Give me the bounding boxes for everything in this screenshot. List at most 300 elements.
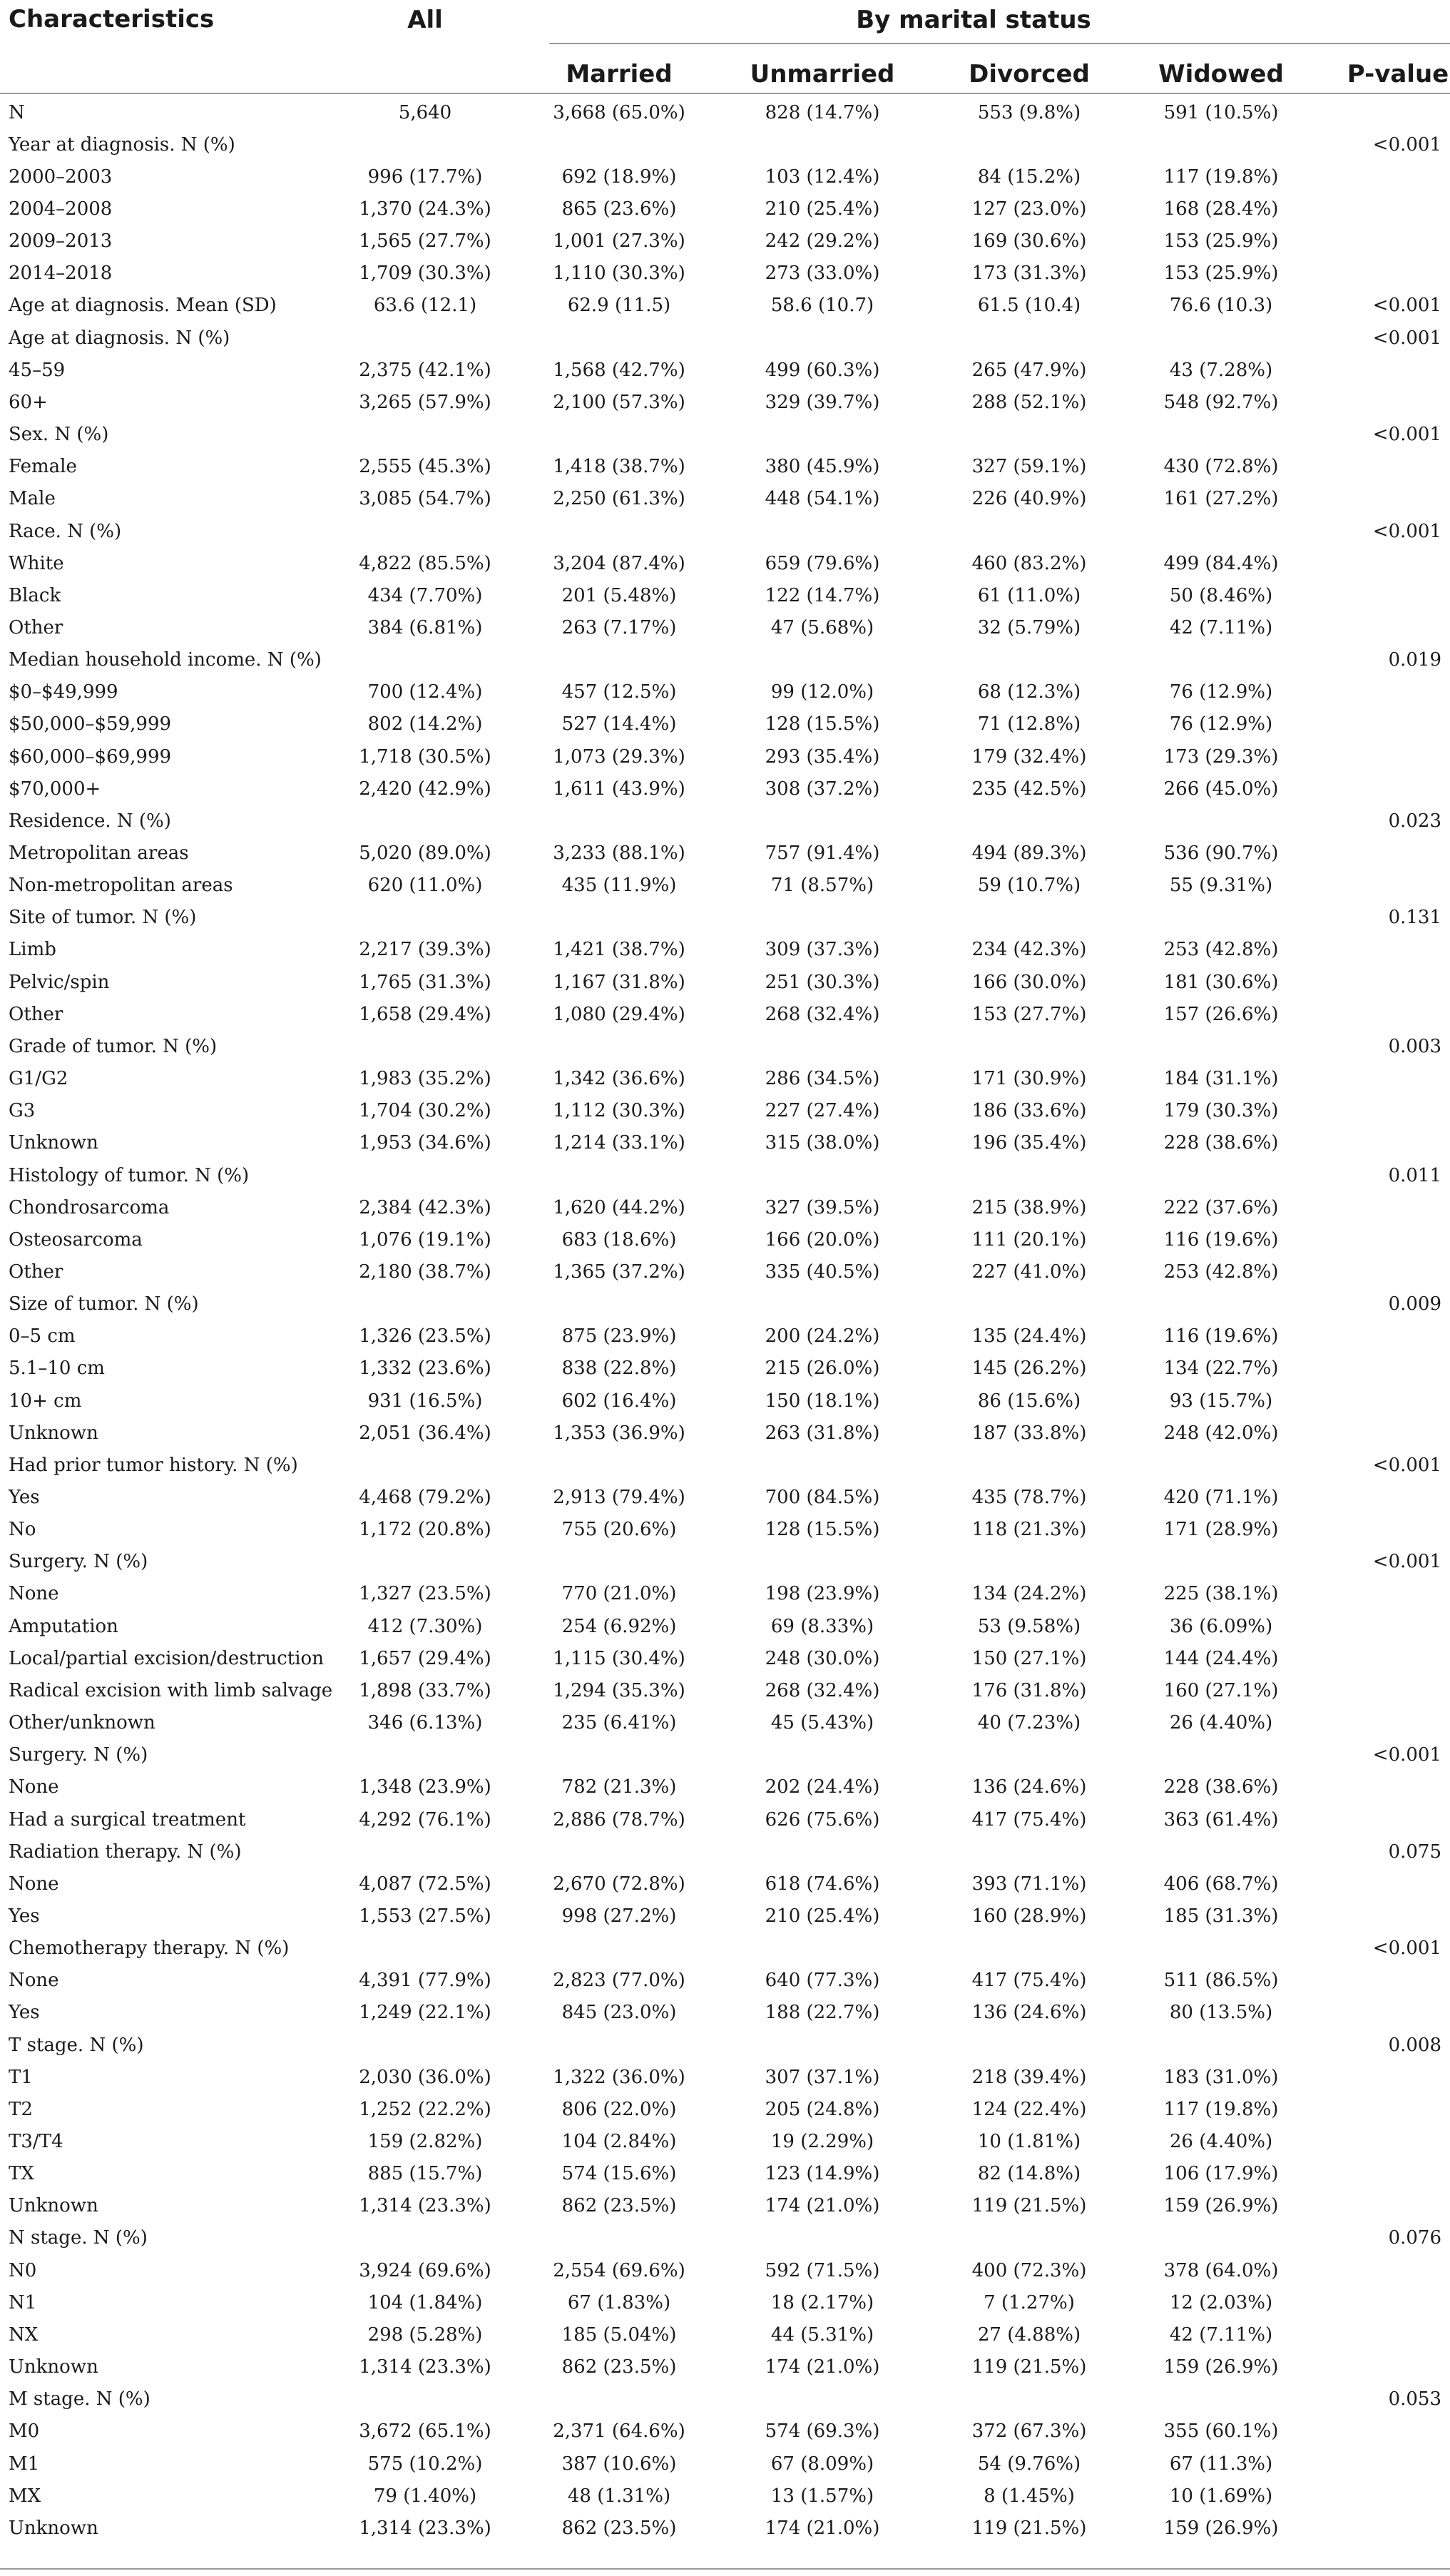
row-label: Female xyxy=(9,456,77,478)
divorced-value: 171 (30.9%) xyxy=(971,1068,1087,1090)
married-value: 2,100 (57.3%) xyxy=(553,391,685,413)
all-value: 1,898 (33.7%) xyxy=(359,1679,491,1701)
row-label: Unknown xyxy=(9,1132,98,1154)
married-value: 1,115 (30.4%) xyxy=(553,1647,685,1669)
divorced-value: 136 (24.6%) xyxy=(971,1776,1087,1798)
all-value: 1,565 (27.7%) xyxy=(359,230,491,253)
row-label: 45–59 xyxy=(9,359,66,381)
table-row xyxy=(0,1997,1450,2029)
table-row xyxy=(0,2318,1450,2351)
divorced-value: 82 (14.8%) xyxy=(977,2163,1081,2185)
married-value: 865 (23.6%) xyxy=(561,198,677,220)
unmarried-value: 329 (39.7%) xyxy=(765,391,880,413)
married-value: 1,214 (33.1%) xyxy=(553,1132,685,1154)
table-row xyxy=(0,1449,1450,1481)
p-value: 0.131 xyxy=(1388,907,1441,929)
row-label: Metropolitan areas xyxy=(9,842,189,864)
table-row xyxy=(0,1771,1450,1803)
widowed-value: 116 (19.6%) xyxy=(1163,1325,1279,1348)
married-value: 692 (18.9%) xyxy=(561,166,677,188)
unmarried-value: 308 (37.2%) xyxy=(765,778,880,800)
married-value: 185 (5.04%) xyxy=(561,2323,677,2346)
married-value: 48 (1.31%) xyxy=(567,2485,671,2507)
divorced-value: 460 (83.2%) xyxy=(971,552,1087,574)
all-value: 1,332 (23.6%) xyxy=(359,1358,491,1380)
table-row xyxy=(0,1417,1450,1449)
married-value: 1,342 (36.6%) xyxy=(553,1068,685,1090)
all-value: 1,370 (24.3%) xyxy=(359,198,491,220)
all-value: 1,983 (35.2%) xyxy=(359,1068,491,1090)
divorced-value: 53 (9.58%) xyxy=(977,1615,1081,1637)
row-label: G1/G2 xyxy=(9,1068,68,1090)
row-label: None xyxy=(9,1583,59,1605)
row-label: No xyxy=(9,1519,36,1541)
row-label: M1 xyxy=(9,2453,40,2475)
widowed-value: 26 (4.40%) xyxy=(1169,1712,1273,1734)
unmarried-value: 122 (14.7%) xyxy=(765,584,880,606)
table-row xyxy=(0,1965,1450,1997)
married-value: 862 (23.5%) xyxy=(561,2356,677,2378)
married-value: 1,620 (44.2%) xyxy=(553,1196,685,1218)
divorced-value: 400 (72.3%) xyxy=(971,2259,1087,2281)
divorced-value: 127 (23.0%) xyxy=(971,198,1087,220)
widowed-value: 43 (7.28%) xyxy=(1169,359,1273,381)
unmarried-value: 286 (34.5%) xyxy=(765,1068,880,1090)
unmarried-value: 210 (25.4%) xyxy=(765,198,880,220)
married-value: 770 (21.0%) xyxy=(561,1583,677,1605)
widowed-value: 153 (25.9%) xyxy=(1163,263,1279,285)
all-value: 3,672 (65.1%) xyxy=(359,2420,491,2443)
table-row xyxy=(0,998,1450,1030)
unmarried-value: 202 (24.4%) xyxy=(765,1776,880,1798)
p-value: <0.001 xyxy=(1372,424,1441,446)
row-label: Other xyxy=(9,1261,63,1283)
divorced-value: 40 (7.23%) xyxy=(977,1712,1081,1734)
married-value: 2,371 (64.6%) xyxy=(553,2420,685,2443)
married-value: 104 (2.84%) xyxy=(561,2131,677,2152)
row-label: TX xyxy=(9,2163,34,2185)
row-label: Osteosarcoma xyxy=(9,1228,143,1251)
all-value: 4,391 (77.9%) xyxy=(359,1970,491,1992)
all-value: 298 (5.28%) xyxy=(367,2323,483,2346)
widowed-value: 106 (17.9%) xyxy=(1163,2163,1279,2185)
married-value: 527 (14.4%) xyxy=(561,713,677,735)
table-row xyxy=(0,193,1450,225)
row-label: Chemotherapy therapy. N (%) xyxy=(9,1938,290,1960)
row-label: Other xyxy=(9,1003,63,1025)
divorced-value: 494 (89.3%) xyxy=(971,842,1087,864)
divorced-value: 150 (27.1%) xyxy=(971,1647,1087,1669)
widowed-value: 134 (22.7%) xyxy=(1163,1358,1279,1380)
table-row xyxy=(0,2512,1450,2544)
table-row xyxy=(0,386,1450,418)
divorced-value: 118 (21.3%) xyxy=(971,1519,1087,1541)
header-by-marital-status: By marital status xyxy=(856,6,1091,34)
unmarried-value: 273 (33.0%) xyxy=(765,263,880,285)
widowed-value: 248 (42.0%) xyxy=(1163,1422,1279,1444)
unmarried-value: 659 (79.6%) xyxy=(765,552,880,574)
divorced-value: 54 (9.76%) xyxy=(977,2453,1081,2475)
divorced-value: 226 (40.9%) xyxy=(971,488,1087,510)
unmarried-value: 293 (35.4%) xyxy=(765,745,880,768)
widowed-value: 67 (11.3%) xyxy=(1169,2453,1273,2475)
widowed-value: 42 (7.11%) xyxy=(1169,2323,1273,2346)
unmarried-value: 45 (5.43%) xyxy=(770,1712,874,1734)
all-value: 5,020 (89.0%) xyxy=(359,842,491,864)
married-value: 683 (18.6%) xyxy=(561,1228,677,1251)
widowed-value: 222 (37.6%) xyxy=(1163,1196,1279,1218)
all-value: 1,765 (31.3%) xyxy=(359,971,491,993)
married-value: 263 (7.17%) xyxy=(561,616,677,638)
all-value: 1,953 (34.6%) xyxy=(359,1132,491,1154)
divorced-value: 265 (47.9%) xyxy=(971,359,1087,381)
table-row xyxy=(0,451,1450,483)
all-value: 700 (12.4%) xyxy=(367,681,483,703)
table-row xyxy=(0,1514,1450,1546)
divorced-value: 61.5 (10.4) xyxy=(977,295,1081,317)
table-row xyxy=(0,483,1450,515)
row-label: White xyxy=(9,552,64,574)
table-row xyxy=(0,611,1450,643)
all-value: 104 (1.84%) xyxy=(367,2291,483,2313)
divorced-value: 119 (21.5%) xyxy=(971,2356,1087,2378)
table-row xyxy=(0,1385,1450,1417)
unmarried-value: 309 (37.3%) xyxy=(765,939,880,961)
all-value: 4,822 (85.5%) xyxy=(359,552,491,574)
row-label: Unknown xyxy=(9,2517,98,2539)
unmarried-value: 200 (24.2%) xyxy=(765,1325,880,1348)
all-value: 159 (2.82%) xyxy=(367,2131,483,2152)
row-label: Other/unknown xyxy=(9,1712,155,1734)
divorced-value: 68 (12.3%) xyxy=(977,681,1081,703)
row-label: Yes xyxy=(9,2002,40,2024)
divorced-value: 111 (20.1%) xyxy=(971,1228,1087,1251)
row-label: $70,000+ xyxy=(9,778,101,800)
table-row xyxy=(0,1578,1450,1610)
row-label: N1 xyxy=(9,2291,37,2313)
widowed-value: 184 (31.1%) xyxy=(1163,1068,1279,1090)
all-value: 2,051 (36.4%) xyxy=(359,1422,491,1444)
married-value: 1,001 (27.3%) xyxy=(553,230,685,253)
table-row xyxy=(0,2029,1450,2061)
married-value: 1,080 (29.4%) xyxy=(553,1003,685,1025)
married-value: 3,233 (88.1%) xyxy=(553,842,685,864)
divorced-value: 145 (26.2%) xyxy=(971,1358,1087,1380)
married-value: 235 (6.41%) xyxy=(561,1712,677,1734)
table-row xyxy=(0,1353,1450,1385)
table-row xyxy=(0,1191,1450,1223)
all-value: 3,085 (54.7%) xyxy=(359,488,491,510)
widowed-value: 93 (15.7%) xyxy=(1169,1390,1273,1412)
unmarried-value: 198 (23.9%) xyxy=(765,1583,880,1605)
unmarried-value: 174 (21.0%) xyxy=(765,2517,880,2539)
row-label: Radiation therapy. N (%) xyxy=(9,1841,242,1863)
widowed-value: 76.6 (10.3) xyxy=(1169,295,1273,317)
widowed-value: 117 (19.8%) xyxy=(1163,2098,1279,2120)
widowed-value: 144 (24.4%) xyxy=(1163,1647,1279,1669)
table-row xyxy=(0,2254,1450,2286)
divorced-value: 235 (42.5%) xyxy=(971,778,1087,800)
table-row xyxy=(0,1095,1450,1127)
married-value: 3,204 (87.4%) xyxy=(553,552,685,574)
unmarried-value: 315 (38.0%) xyxy=(765,1132,880,1154)
all-value: 1,658 (29.4%) xyxy=(359,1003,491,1025)
divorced-value: 124 (22.4%) xyxy=(971,2098,1087,2120)
table-row xyxy=(0,902,1450,934)
married-value: 998 (27.2%) xyxy=(561,1905,677,1927)
row-label: Surgery. N (%) xyxy=(9,1744,148,1766)
all-value: 384 (6.81%) xyxy=(367,616,483,638)
unmarried-value: 128 (15.5%) xyxy=(765,1519,880,1541)
table-row xyxy=(0,1320,1450,1353)
table-row xyxy=(0,1288,1450,1320)
married-value: 1,611 (43.9%) xyxy=(553,778,685,800)
all-value: 1,076 (19.1%) xyxy=(359,1228,491,1251)
all-value: 2,375 (42.1%) xyxy=(359,359,491,381)
header-married: Married xyxy=(566,60,673,88)
unmarried-value: 242 (29.2%) xyxy=(765,230,880,253)
all-value: 1,327 (23.5%) xyxy=(359,1583,491,1605)
all-value: 1,249 (22.1%) xyxy=(359,2002,491,2024)
married-value: 67 (1.83%) xyxy=(567,2291,671,2313)
p-value: <0.001 xyxy=(1372,133,1441,156)
table-row xyxy=(0,1159,1450,1191)
row-label: M stage. N (%) xyxy=(9,2388,150,2410)
table-row xyxy=(0,870,1450,902)
widowed-value: 42 (7.11%) xyxy=(1169,616,1273,638)
table-row xyxy=(0,1127,1450,1159)
all-value: 1,709 (30.3%) xyxy=(359,263,491,285)
row-label: Sex. N (%) xyxy=(9,424,109,446)
divorced-value: 27 (4.88%) xyxy=(977,2323,1081,2346)
married-value: 1,112 (30.3%) xyxy=(553,1100,685,1122)
p-value: <0.001 xyxy=(1372,327,1441,349)
p-value: <0.001 xyxy=(1372,1938,1441,1960)
unmarried-value: 103 (12.4%) xyxy=(765,166,880,188)
widowed-value: 159 (26.9%) xyxy=(1163,2195,1279,2217)
married-value: 457 (12.5%) xyxy=(561,681,677,703)
married-value: 862 (23.5%) xyxy=(561,2517,677,2539)
divorced-value: 169 (30.6%) xyxy=(971,230,1087,253)
row-label: G3 xyxy=(9,1100,36,1122)
table-row xyxy=(0,2061,1450,2093)
unmarried-value: 828 (14.7%) xyxy=(765,101,880,123)
unmarried-value: 58.6 (10.7) xyxy=(770,295,874,317)
widowed-value: 173 (29.3%) xyxy=(1163,745,1279,768)
widowed-value: 266 (45.0%) xyxy=(1163,778,1279,800)
table-row xyxy=(0,805,1450,837)
unmarried-value: 150 (18.1%) xyxy=(765,1390,880,1412)
widowed-value: 26 (4.40%) xyxy=(1169,2131,1273,2152)
header-p-value xyxy=(1347,62,1449,86)
divorced-value: 186 (33.6%) xyxy=(971,1100,1087,1122)
header-bottom-rule xyxy=(0,93,1450,94)
married-value: 2,823 (77.0%) xyxy=(553,1970,685,1992)
widowed-value: 363 (61.4%) xyxy=(1163,1808,1279,1831)
unmarried-value: 188 (22.7%) xyxy=(765,2002,880,2024)
all-value: 620 (11.0%) xyxy=(367,875,483,897)
p-value: <0.001 xyxy=(1372,1551,1441,1573)
unmarried-value: 757 (91.4%) xyxy=(765,842,880,864)
divorced-value: 288 (52.1%) xyxy=(971,391,1087,413)
all-value: 802 (14.2%) xyxy=(367,713,483,735)
unmarried-value: 18 (2.17%) xyxy=(770,2291,874,2313)
divorced-value: 417 (75.4%) xyxy=(971,1970,1087,1992)
unmarried-value: 700 (84.5%) xyxy=(765,1487,880,1508)
widowed-value: 181 (30.6%) xyxy=(1163,971,1279,993)
divorced-value: 372 (67.3%) xyxy=(971,2420,1087,2443)
widowed-value: 378 (64.0%) xyxy=(1163,2259,1279,2281)
married-value: 838 (22.8%) xyxy=(561,1358,677,1380)
table-row xyxy=(0,579,1450,611)
table-row xyxy=(0,1900,1450,1932)
divorced-value: 7 (1.27%) xyxy=(984,2291,1075,2313)
divorced-value: 134 (24.2%) xyxy=(971,1583,1087,1605)
table-row xyxy=(0,1481,1450,1513)
married-value: 1,353 (36.9%) xyxy=(553,1422,685,1444)
row-label: NX xyxy=(9,2323,39,2346)
table-row xyxy=(0,1223,1450,1256)
header-all: All xyxy=(407,6,443,34)
married-value: 254 (6.92%) xyxy=(561,1615,677,1637)
unmarried-value: 174 (21.0%) xyxy=(765,2356,880,2378)
widowed-value: 253 (42.8%) xyxy=(1163,939,1279,961)
married-value: 806 (22.0%) xyxy=(561,2098,677,2120)
table-row xyxy=(0,419,1450,451)
all-value: 79 (1.40%) xyxy=(373,2485,477,2507)
widowed-value: 157 (26.6%) xyxy=(1163,1003,1279,1025)
all-value: 2,555 (45.3%) xyxy=(359,456,491,478)
divorced-value: 86 (15.6%) xyxy=(977,1390,1081,1412)
header-characteristics: Characteristics xyxy=(9,5,215,34)
row-label: Amputation xyxy=(9,1615,118,1637)
row-label: Site of tumor. N (%) xyxy=(9,907,197,929)
p-value: 0.003 xyxy=(1388,1035,1441,1057)
married-value: 1,294 (35.3%) xyxy=(553,1679,685,1701)
unmarried-value: 574 (69.3%) xyxy=(765,2420,880,2443)
all-value: 1,314 (23.3%) xyxy=(359,2356,491,2378)
p-value: 0.008 xyxy=(1388,2034,1441,2056)
all-value: 2,384 (42.3%) xyxy=(359,1196,491,1218)
row-label: N xyxy=(9,101,25,123)
married-value: 1,322 (36.0%) xyxy=(553,2066,685,2088)
divorced-value: 196 (35.4%) xyxy=(971,1132,1087,1154)
married-value: 1,421 (38.7%) xyxy=(553,939,685,961)
divorced-value: 8 (1.45%) xyxy=(984,2485,1075,2507)
unmarried-value: 69 (8.33%) xyxy=(770,1615,874,1637)
row-label: Surgery. N (%) xyxy=(9,1551,148,1573)
unmarried-value: 215 (26.0%) xyxy=(765,1358,880,1380)
row-label: Histology of tumor. N (%) xyxy=(9,1164,250,1186)
all-value: 412 (7.30%) xyxy=(367,1615,483,1637)
table-row xyxy=(0,1739,1450,1771)
unmarried-value: 174 (21.0%) xyxy=(765,2195,880,2217)
row-label: 2009–2013 xyxy=(9,230,113,253)
row-label: Median household income. N (%) xyxy=(9,649,322,671)
unmarried-value: 307 (37.1%) xyxy=(765,2066,880,2088)
widowed-value: 161 (27.2%) xyxy=(1163,488,1279,510)
row-label: MX xyxy=(9,2485,41,2507)
widowed-value: 253 (42.8%) xyxy=(1163,1261,1279,1283)
group-divider xyxy=(549,43,1450,44)
widowed-value: 420 (71.1%) xyxy=(1163,1487,1279,1508)
table-header xyxy=(0,0,1450,96)
all-value: 2,180 (38.7%) xyxy=(359,1261,491,1283)
married-value: 1,110 (30.3%) xyxy=(553,263,685,285)
married-value: 1,073 (29.3%) xyxy=(553,745,685,768)
row-label: Non-metropolitan areas xyxy=(9,875,233,897)
table-row xyxy=(0,354,1450,386)
unmarried-value: 499 (60.3%) xyxy=(765,359,880,381)
divorced-value: 61 (11.0%) xyxy=(977,584,1081,606)
unmarried-value: 44 (5.31%) xyxy=(770,2323,874,2346)
table-row xyxy=(0,1674,1450,1706)
table-row xyxy=(0,1030,1450,1062)
unmarried-value: 13 (1.57%) xyxy=(770,2485,874,2507)
divorced-value: 327 (59.1%) xyxy=(971,456,1087,478)
table-row xyxy=(0,2448,1450,2480)
divorced-value: 187 (33.8%) xyxy=(971,1422,1087,1444)
all-value: 885 (15.7%) xyxy=(367,2163,483,2185)
married-value: 201 (5.48%) xyxy=(561,584,677,606)
married-value: 1,167 (31.8%) xyxy=(553,971,685,993)
all-value: 434 (7.70%) xyxy=(367,584,483,606)
table-row xyxy=(0,2222,1450,2254)
table-row xyxy=(0,2190,1450,2222)
row-label: Male xyxy=(9,488,56,510)
table-row xyxy=(0,1836,1450,1868)
widowed-value: 536 (90.7%) xyxy=(1163,842,1279,864)
row-label: T3/T4 xyxy=(9,2131,63,2152)
unmarried-value: 592 (71.5%) xyxy=(765,2259,880,2281)
unmarried-value: 67 (8.09%) xyxy=(770,2453,874,2475)
table-row xyxy=(0,547,1450,579)
divorced-value: 218 (39.4%) xyxy=(971,2066,1087,2088)
widowed-value: 160 (27.1%) xyxy=(1163,1679,1279,1701)
widowed-value: 499 (84.4%) xyxy=(1163,552,1279,574)
row-label: 10+ cm xyxy=(9,1390,82,1412)
table-row xyxy=(0,644,1450,676)
widowed-value: 183 (31.0%) xyxy=(1163,2066,1279,2088)
p-value: <0.001 xyxy=(1372,1744,1441,1766)
married-value: 574 (15.6%) xyxy=(561,2163,677,2185)
table-row xyxy=(0,1256,1450,1288)
row-label: $50,000–$59,999 xyxy=(9,713,172,735)
row-label: Black xyxy=(9,584,61,606)
table-row xyxy=(0,740,1450,773)
row-label: Grade of tumor. N (%) xyxy=(9,1035,218,1057)
all-value: 1,314 (23.3%) xyxy=(359,2195,491,2217)
divorced-value: 166 (30.0%) xyxy=(971,971,1087,993)
unmarried-value: 626 (75.6%) xyxy=(765,1808,880,1831)
all-value: 4,087 (72.5%) xyxy=(359,1873,491,1895)
unmarried-value: 47 (5.68%) xyxy=(770,616,874,638)
married-value: 1,365 (37.2%) xyxy=(553,1261,685,1283)
table-row xyxy=(0,708,1450,740)
header-p-value-text: P-value xyxy=(1347,60,1449,88)
divorced-value: 119 (21.5%) xyxy=(971,2195,1087,2217)
unmarried-value: 251 (30.3%) xyxy=(765,971,880,993)
married-value: 2,886 (78.7%) xyxy=(553,1808,685,1831)
married-value: 845 (23.0%) xyxy=(561,2002,677,2024)
table-bottom-rule xyxy=(0,2568,1450,2570)
table-row xyxy=(0,2158,1450,2190)
all-value: 346 (6.13%) xyxy=(367,1712,483,1734)
row-label: None xyxy=(9,1873,59,1895)
table-row xyxy=(0,1546,1450,1578)
all-value: 1,704 (30.2%) xyxy=(359,1100,491,1122)
row-label: Had prior tumor history. N (%) xyxy=(9,1454,298,1476)
